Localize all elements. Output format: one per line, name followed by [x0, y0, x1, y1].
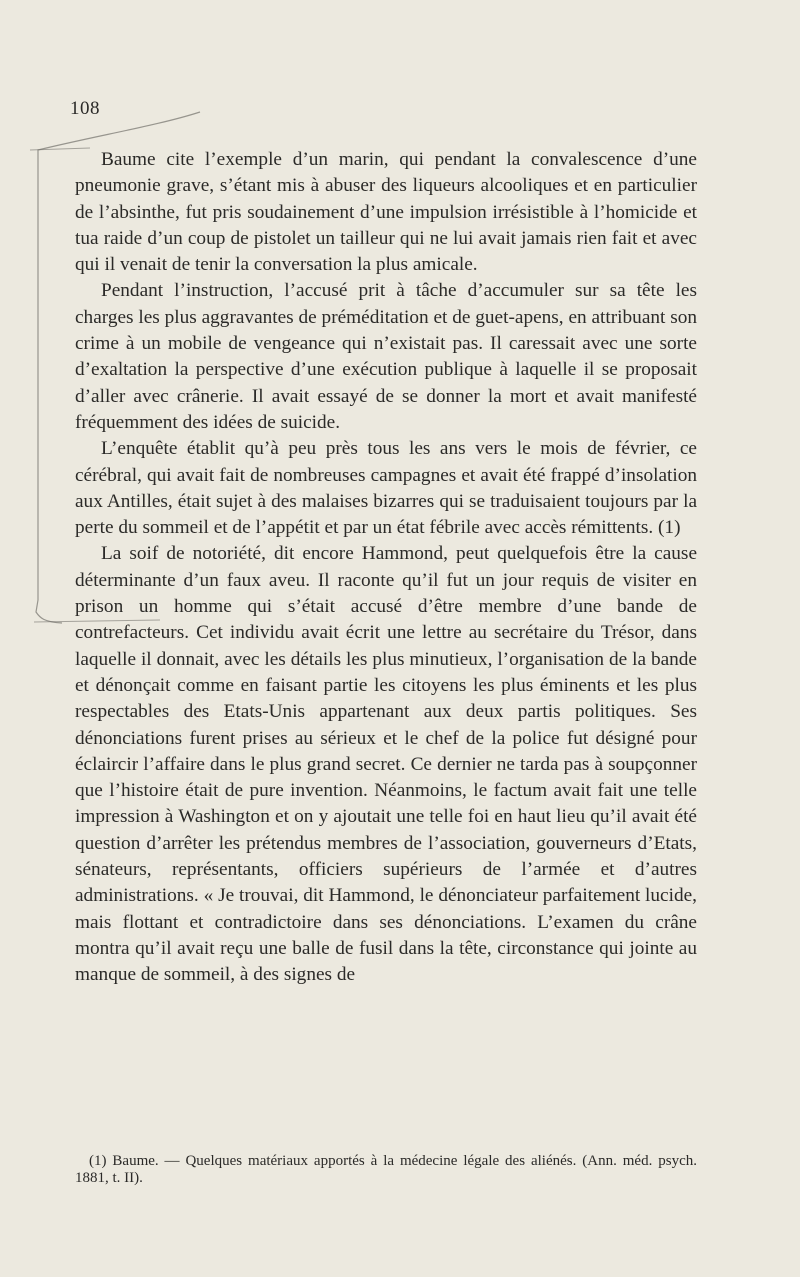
footnote-text: (1) Baume. — Quelques matériaux apportés à la médecine légale des aliénés. (Ann. méd. psych. 1881, t. II). — [75, 1153, 697, 1186]
page-number: 108 — [70, 98, 100, 119]
paragraph-2: Pendant l’instruction, l’accusé prit à tâche d’accumuler sur sa tête les charges les plus aggravantes de préméditation et de guet-apens, en attribuant son crime à un mobile de vengeance qui n’existait pas. Il caressait avec une sorte d’exaltation la perspective d’une exécution publique à laquelle il se proposait d’aller avec crânerie. Il avait essayé de se donner la mort et avait manifesté fréquemment des idées de suicide. — [75, 280, 697, 433]
paragraph-4: La soif de notoriété, dit encore Hammond, peut quelquefois être la cause déterminante d’un faux aveu. Il raconte qu’il fut un jour requis de visiter en prison un homme qui s’était accusé d’être membre d’une bande de contrefacteurs. Cet individu avait écrit une lettre au secrétaire du Trésor, dans laquelle il donnait, avec les détails les plus minutieux, l’organisation de la bande et dénonçait comme en faisant partie les citoyens les plus éminents et les plus respectables des Etats-Unis appartenant aux deux partis politiques. Ses dénonciations furent prises au sérieux et le chef de la police fut désigné pour éclaircir l’affaire dans le plus grand secret. Ce dernier ne tarda pas à soupçonner que l’histoire était de pure invention. Néanmoins, le factum avait fait une telle impression à Washington et on y ajoutait une telle foi en haut lieu qu’il avait été question d’arrêter les prétendus membres de l’association, gouverneurs d’Etats, sénateurs, représentants, officiers supérieurs de l’armée et d’autres administrations. « Je trouvai, dit Hammond, le dénonciateur parfaitement lucide, mais flottant et contradictoire dans ses dénonciations. L’examen du crâne montra qu’il avait reçu une balle de fusil dans la tête, circonstance qui jointe au manque de sommeil, à des signes de — [75, 543, 697, 986]
body-text — [75, 147, 697, 989]
paragraph-1: Baume cite l’exemple d’un marin, qui pendant la convalescence d’une pneumonie grave, s’étant mis à abuser des liqueurs alcooliques et en particulier de l’absinthe, fut pris soudainement d’une impulsion irrésistible à l’homicide et tua raide d’un coup de pistolet un tailleur qui ne lui avait jamais rien fait et avec qui il venait de tenir la conversation la plus amicale. — [75, 149, 697, 276]
paragraph-3: L’enquête établit qu’à peu près tous les ans vers le mois de février, ce cérébral, qui avait fait de nombreuses campagnes et avait été frappé d’insolation aux Antilles, était sujet à des malaises bizarres qui se traduisaient toujours par la perte du sommeil et de l’appétit et par un état fébrile avec accès rémittents. (1) — [75, 438, 697, 539]
footnote — [75, 1153, 697, 1187]
